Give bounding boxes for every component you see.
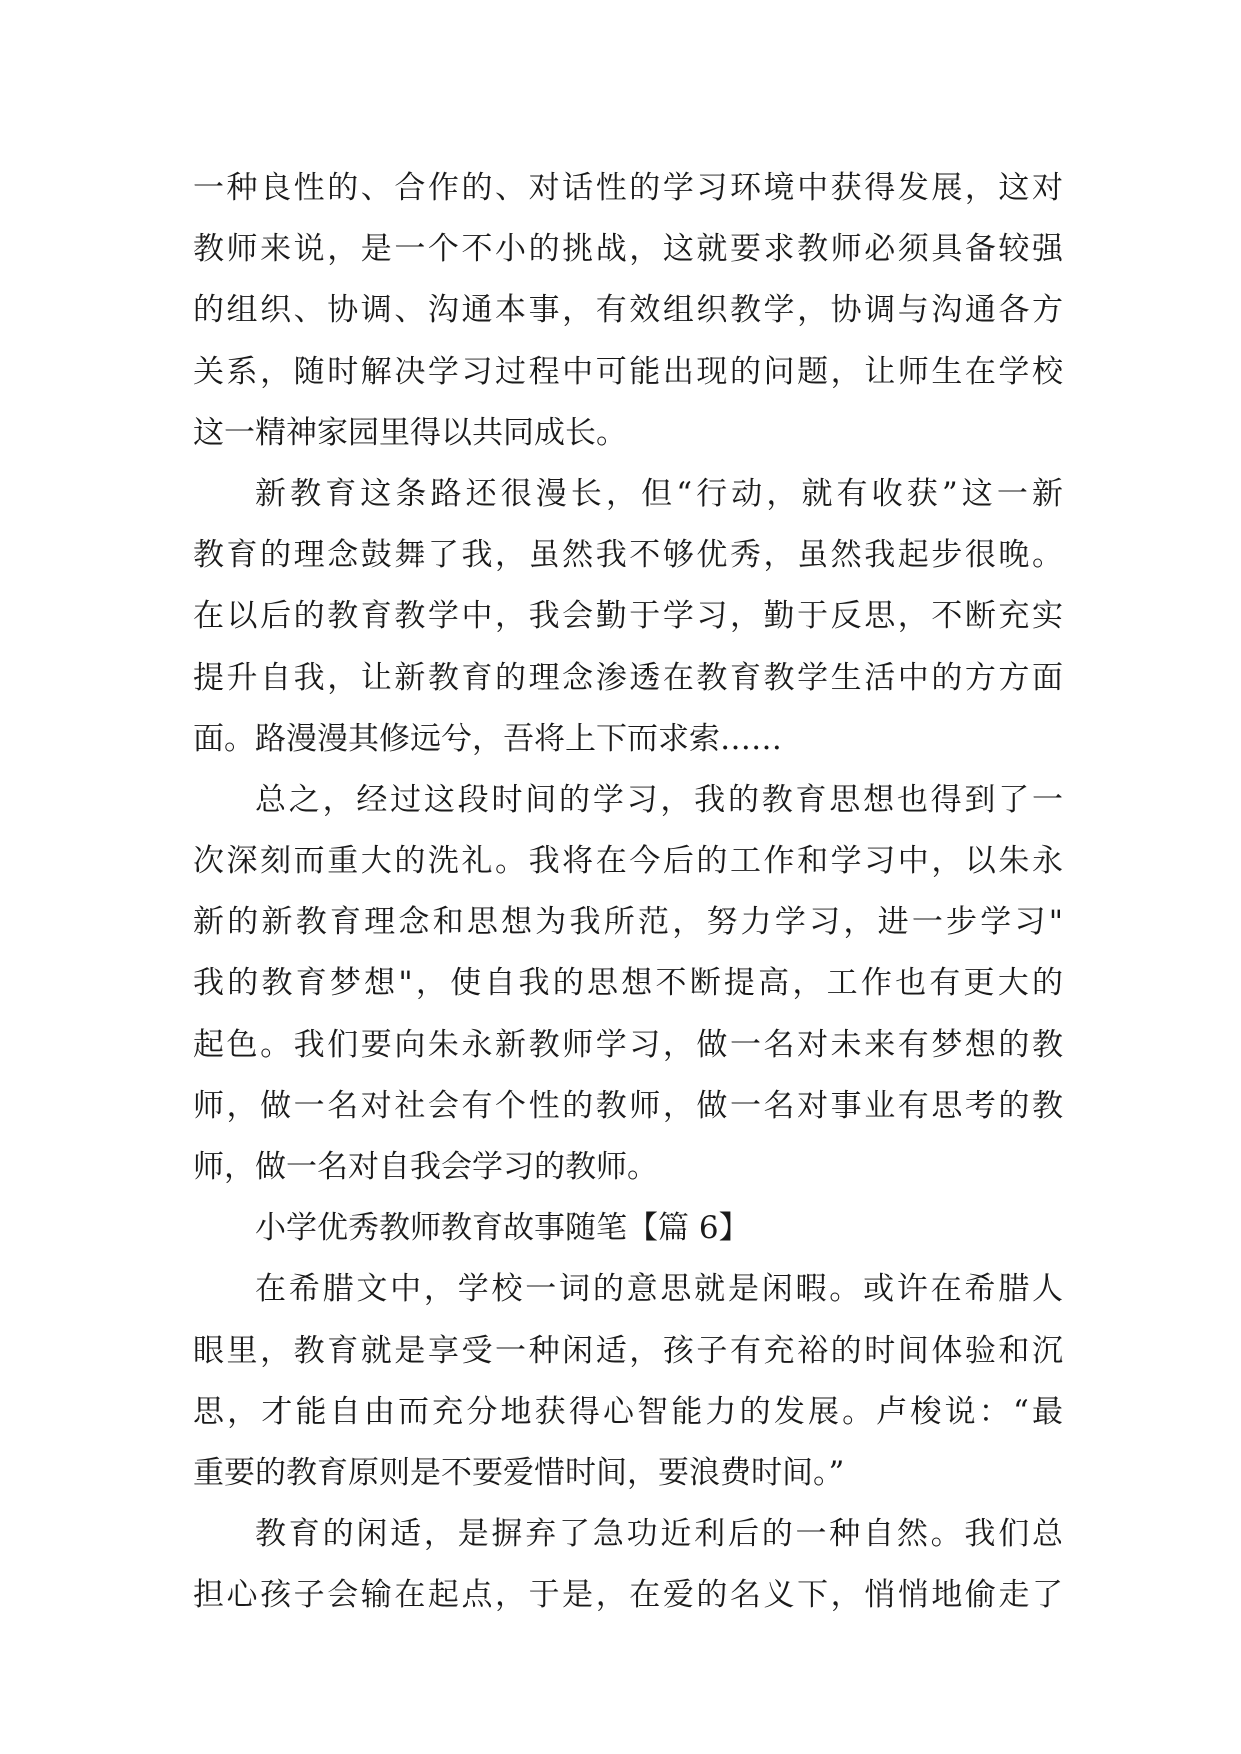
text-line: 新教育这条路还很漫长，但“行动，就有收获”这一新 — [255, 475, 1063, 512]
text-line: 重要的教育原则是不要爱惜时间，要浪费时间。” — [193, 1454, 845, 1491]
text-line: 师，做一名对自我会学习的教师。 — [193, 1149, 658, 1185]
text-line: 眼里，教育就是享受一种闲适，孩子有充裕的时间体验和沉 — [193, 1332, 1063, 1369]
text-line: 起色。我们要向朱永新教师学习，做一名对未来有梦想的教 — [193, 1026, 1063, 1063]
text-line: 教育的闲适，是摒弃了急功近利后的一种自然。我们总 — [255, 1516, 1063, 1553]
text-line: 提升自我，让新教育的理念渗透在教育教学生活中的方方面 — [193, 659, 1063, 696]
text-line: 在以后的教育教学中，我会勤于学习，勤于反思，不断充实 — [193, 598, 1063, 635]
text-line: 关系，随时解决学习过程中可能出现的问题，让师生在学校 — [193, 353, 1063, 390]
text-line: 思，才能自由而充分地获得心智能力的发展。卢梭说：“最 — [193, 1393, 1063, 1430]
text-line: 新的新教育理念和思想为我所范，努力学习，进一步学习" — [193, 904, 1063, 941]
text-line: 教师来说，是一个不小的挑战，这就要求教师必须具备较强 — [193, 231, 1063, 268]
text-line: 我的教育梦想"，使自我的思想不断提高，工作也有更大的 — [193, 965, 1063, 1002]
text-line: 的组织、协调、沟通本事，有效组织教学，协调与沟通各方 — [193, 292, 1063, 329]
text-line: 教育的理念鼓舞了我，虽然我不够优秀，虽然我起步很晚。 — [193, 537, 1063, 574]
text-line: 一种良性的、合作的、对话性的学习环境中获得发展，这对 — [193, 170, 1063, 206]
text-line: 小学优秀教师教育故事随笔【篇 6】 — [255, 1210, 750, 1247]
body-text — [193, 158, 1063, 1627]
text-line: 次深刻而重大的洗礼。我将在今后的工作和学习中，以朱永 — [193, 843, 1063, 880]
text-line: 师，做一名对社会有个性的教师，做一名对事业有思考的教 — [193, 1087, 1063, 1124]
text-line: 总之，经过这段时间的学习，我的教育思想也得到了一 — [255, 781, 1063, 818]
text-line: 面。路漫漫其修远兮，吾将上下而求索…… — [193, 720, 782, 757]
text-line: 担心孩子会输在起点，于是，在爱的名义下，悄悄地偷走了 — [193, 1577, 1063, 1614]
text-line: 这一精神家园里得以共同成长。 — [193, 414, 627, 451]
text-line: 在希腊文中，学校一词的意思就是闲暇。或许在希腊人 — [255, 1271, 1063, 1308]
